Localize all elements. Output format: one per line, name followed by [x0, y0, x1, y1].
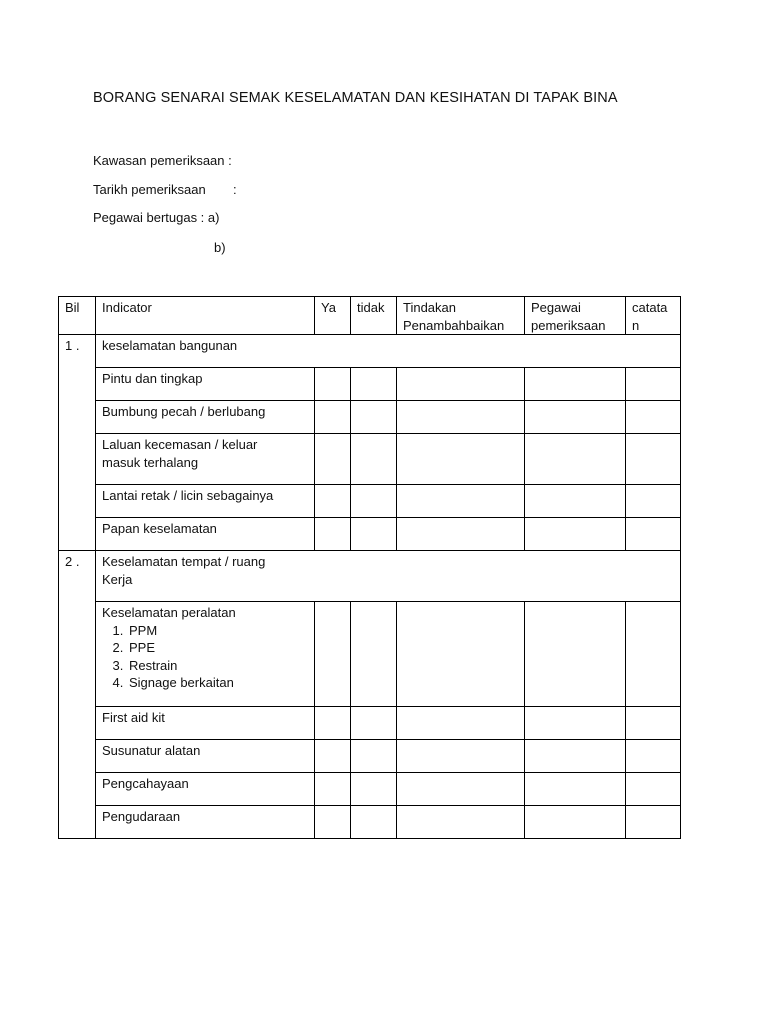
header-bil: Bil [59, 297, 96, 335]
table-row [59, 602, 681, 707]
table-row [59, 740, 681, 773]
catatan-cell[interactable] [626, 707, 681, 740]
ya-cell[interactable] [315, 368, 351, 401]
tidak-cell[interactable] [351, 434, 397, 485]
section-1-row [59, 335, 681, 368]
pegawai-cell[interactable] [525, 401, 626, 434]
tindakan-cell[interactable] [397, 740, 525, 773]
inspection-date-row [93, 182, 237, 197]
ya-cell[interactable] [315, 773, 351, 806]
indicator-cell: Lantai retak / licin sebagainya [96, 485, 315, 518]
list-item: 1. PPM [127, 622, 308, 640]
list-item: 2. PPE [127, 639, 308, 657]
section-1-title: keselamatan bangunan [96, 335, 681, 368]
tindakan-cell[interactable] [397, 773, 525, 806]
header-tidak: tidak [351, 297, 397, 335]
catatan-cell[interactable] [626, 368, 681, 401]
tindakan-cell[interactable] [397, 485, 525, 518]
ya-cell[interactable] [315, 602, 351, 707]
table-row [59, 434, 681, 485]
table-row [59, 806, 681, 839]
form-title: BORANG SENARAI SEMAK KESELAMATAN DAN KESIHATAN DI TAPAK BINA [93, 90, 618, 106]
header-tindakan-line1: Tindakan [403, 300, 456, 315]
inspection-date-label: Tarikh pemeriksaan [93, 182, 206, 197]
ya-cell[interactable] [315, 740, 351, 773]
pegawai-cell[interactable] [525, 602, 626, 707]
table-row [59, 401, 681, 434]
inspection-date-colon: : [233, 182, 237, 197]
section-2-number: 2 . [59, 551, 96, 839]
header-catatan-line2: n [632, 317, 640, 333]
pegawai-cell[interactable] [525, 773, 626, 806]
section-2-title-line2: Kerja [102, 571, 133, 587]
header-pegawai-line2: pemeriksaan [531, 317, 606, 333]
tidak-cell[interactable] [351, 602, 397, 707]
tindakan-cell[interactable] [397, 707, 525, 740]
tidak-cell[interactable] [351, 518, 397, 551]
list-item: 3. Restrain [127, 657, 308, 675]
ya-cell[interactable] [315, 518, 351, 551]
officer-b-label: b) [214, 240, 226, 255]
catatan-cell[interactable] [626, 434, 681, 485]
indicator-label: Keselamatan peralatan [102, 605, 236, 620]
pegawai-cell[interactable] [525, 806, 626, 839]
pegawai-cell[interactable] [525, 707, 626, 740]
header-catatan-line1: catata [632, 300, 668, 315]
header-indicator: Indicator [96, 297, 315, 335]
table-row [59, 485, 681, 518]
officer-a-label: Pegawai bertugas : a) [93, 210, 220, 225]
header-tindakan [397, 297, 525, 335]
catatan-cell[interactable] [626, 806, 681, 839]
indicator-cell: Pengudaraan [96, 806, 315, 839]
tindakan-cell[interactable] [397, 368, 525, 401]
indicator-cell [96, 602, 315, 707]
indicator-line1: Laluan kecemasan / keluar [102, 437, 258, 452]
tindakan-cell[interactable] [397, 434, 525, 485]
catatan-cell[interactable] [626, 602, 681, 707]
header-catatan [626, 297, 681, 335]
indicator-cell: Pengcahayaan [96, 773, 315, 806]
ya-cell[interactable] [315, 707, 351, 740]
catatan-cell[interactable] [626, 773, 681, 806]
tidak-cell[interactable] [351, 368, 397, 401]
tidak-cell[interactable] [351, 740, 397, 773]
list-item: 4. Signage berkaitan [127, 674, 308, 692]
ya-cell[interactable] [315, 806, 351, 839]
ya-cell[interactable] [315, 434, 351, 485]
checklist-table [58, 296, 681, 839]
indicator-cell: Bumbung pecah / berlubang [96, 401, 315, 434]
indicator-cell [96, 434, 315, 485]
table-row [59, 707, 681, 740]
tindakan-cell[interactable] [397, 602, 525, 707]
indicator-cell: Papan keselamatan [96, 518, 315, 551]
tidak-cell[interactable] [351, 485, 397, 518]
inspection-area-label: Kawasan pemeriksaan : [93, 153, 232, 168]
ya-cell[interactable] [315, 485, 351, 518]
catatan-cell[interactable] [626, 401, 681, 434]
tindakan-cell[interactable] [397, 401, 525, 434]
indicator-cell: First aid kit [96, 707, 315, 740]
table-header-row [59, 297, 681, 335]
pegawai-cell[interactable] [525, 518, 626, 551]
pegawai-cell[interactable] [525, 368, 626, 401]
indicator-cell: Pintu dan tingkap [96, 368, 315, 401]
table-row [59, 368, 681, 401]
catatan-cell[interactable] [626, 518, 681, 551]
table-row [59, 773, 681, 806]
pegawai-cell[interactable] [525, 740, 626, 773]
tidak-cell[interactable] [351, 707, 397, 740]
header-tindakan-line2: Penambahbaikan [403, 317, 505, 333]
table-row [59, 518, 681, 551]
header-pegawai-line1: Pegawai [531, 300, 581, 315]
pegawai-cell[interactable] [525, 485, 626, 518]
catatan-cell[interactable] [626, 485, 681, 518]
header-ya: Ya [315, 297, 351, 335]
catatan-cell[interactable] [626, 740, 681, 773]
tindakan-cell[interactable] [397, 806, 525, 839]
equipment-sublist [102, 622, 308, 692]
section-2-title-line1: Keselamatan tempat / ruang [102, 554, 266, 569]
tidak-cell[interactable] [351, 401, 397, 434]
section-2-title [96, 551, 681, 602]
header-pegawai [525, 297, 626, 335]
tindakan-cell[interactable] [397, 518, 525, 551]
indicator-cell: Susunatur alatan [96, 740, 315, 773]
pegawai-cell[interactable] [525, 434, 626, 485]
tidak-cell[interactable] [351, 773, 397, 806]
tidak-cell[interactable] [351, 806, 397, 839]
ya-cell[interactable] [315, 401, 351, 434]
section-2-row [59, 551, 681, 602]
indicator-line2: masuk terhalang [102, 454, 199, 470]
section-1-number: 1 . [59, 335, 96, 551]
